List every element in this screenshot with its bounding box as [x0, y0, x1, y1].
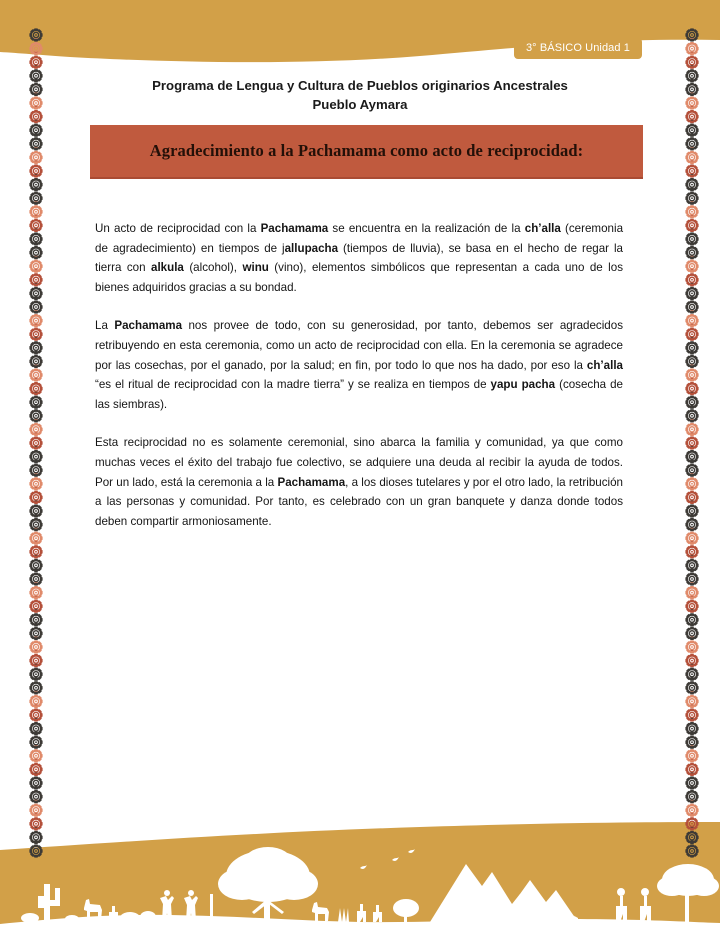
title-banner: [90, 125, 643, 179]
page-title: Agradecimiento a la Pachamama como acto de reciprocidad:: [149, 141, 584, 160]
medallion-icon: [685, 164, 698, 177]
medallion-icon: [29, 831, 42, 844]
medallion-icon: [29, 763, 42, 776]
medallion-icon: [685, 314, 698, 327]
medallion-icon: [685, 736, 698, 749]
medallion-icon: [685, 110, 698, 123]
medallion-icon: [29, 341, 42, 354]
medallion-icon: [685, 96, 698, 109]
medallion-icon: [685, 722, 698, 735]
medallion-icon: [685, 668, 698, 681]
medallion-icon: [29, 600, 42, 613]
medallion-icon: [685, 776, 698, 789]
medallion-icon: [29, 382, 42, 395]
medallion-icon: [685, 273, 698, 286]
medallion-icon: [685, 300, 698, 313]
medallion-icon: [29, 69, 42, 82]
medallion-icon: [685, 382, 698, 395]
medallion-icon: [29, 300, 42, 313]
medallion-icon: [685, 368, 698, 381]
medallion-icon: [29, 178, 42, 191]
medallion-icon: [29, 736, 42, 749]
medallion-icon: [29, 151, 42, 164]
medallion-icon: [29, 368, 42, 381]
medallion-icon: [29, 627, 42, 640]
medallion-icon: [685, 355, 698, 368]
medallion-icon: [685, 627, 698, 640]
medallion-icon: [685, 844, 698, 857]
program-subtitle: [60, 76, 660, 114]
andean-landscape-silhouette: [0, 822, 720, 932]
medallion-icon: [29, 681, 42, 694]
aymara-medallion-border-right: [679, 28, 705, 858]
medallion-icon: [685, 695, 698, 708]
medallion-icon: [685, 681, 698, 694]
medallion-icon: [29, 164, 42, 177]
medallion-icon: [685, 28, 698, 41]
medallion-icon: [685, 708, 698, 721]
medallion-icon: [29, 409, 42, 422]
medallion-icon: [685, 600, 698, 613]
medallion-icon: [685, 804, 698, 817]
medallion-icon: [29, 695, 42, 708]
medallion-icon: [29, 464, 42, 477]
emphasis-term: alkula: [151, 261, 184, 275]
medallion-icon: [29, 42, 42, 55]
paragraph-3: Esta reciprocidad no es solamente ceremonial, sino abarca la familia y comunidad, ya que como muchas veces el éxito del trabajo fue colectivo, se adquiere una deuda al recibir la ayuda de todos. Por un lado, está la ceremonia a la Pachamama, a los dioses tutelares y por el otro lado, la retribución a las personas y comunidad. Por tanto, es celebrado con un gran banquete y danza donde todos deben compartir armoniosamente.: [95, 436, 623, 528]
medallion-icon: [29, 328, 42, 341]
medallion-icon: [685, 205, 698, 218]
medallion-icon: [29, 654, 42, 667]
medallion-icon: [685, 477, 698, 490]
emphasis-term: ch’alla: [524, 222, 561, 235]
medallion-icon: [29, 559, 42, 572]
medallion-icon: [685, 491, 698, 504]
medallion-icon: [29, 668, 42, 681]
medallion-icon: [685, 287, 698, 300]
medallion-icon: [29, 423, 42, 436]
program-subtitle-line2: Pueblo Aymara: [312, 97, 408, 112]
emphasis-term: winu: [242, 261, 269, 275]
medallion-icon: [29, 83, 42, 96]
medallion-icon: [685, 219, 698, 232]
medallion-icon: [29, 844, 42, 857]
medallion-icon: [685, 341, 698, 354]
medallion-icon: [29, 232, 42, 245]
medallion-icon: [685, 790, 698, 803]
medallion-icon: [685, 450, 698, 463]
medallion-icon: [29, 708, 42, 721]
medallion-icon: [685, 178, 698, 191]
medallion-icon: [29, 613, 42, 626]
medallion-icon: [685, 613, 698, 626]
medallion-icon: [685, 328, 698, 341]
medallion-icon: [29, 749, 42, 762]
medallion-icon: [685, 246, 698, 259]
medallion-icon: [685, 260, 698, 273]
paragraph-1: Un acto de reciprocidad con la Pachamama se encuentra en la realización de la ch’alla (ceremonia de agradecimiento) en tiempos de jallupacha (tiempos de lluvia), se basa en el hecho de regar la tierra con alkula (alcohol), winu (vino), elementos simbólicos que representan a cada uno de los bienes adquiridos gracias a su bondad.: [95, 222, 624, 294]
medallion-icon: [29, 192, 42, 205]
medallion-icon: [685, 640, 698, 653]
emphasis-term: yapu pacha: [490, 378, 556, 392]
unit-badge: 3° BÁSICO Unidad 1: [514, 38, 642, 59]
medallion-icon: [29, 314, 42, 327]
medallion-icon: [685, 532, 698, 545]
medallion-icon: [685, 137, 698, 150]
medallion-icon: [685, 749, 698, 762]
medallion-icon: [29, 586, 42, 599]
program-subtitle-line1: Programa de Lengua y Cultura de Pueblos originarios Ancestrales: [152, 78, 568, 93]
medallion-icon: [29, 545, 42, 558]
medallion-icon: [29, 205, 42, 218]
medallion-icon: [29, 137, 42, 150]
medallion-icon: [685, 423, 698, 436]
medallion-icon: [29, 28, 42, 41]
body-text: [95, 219, 623, 531]
medallion-icon: [29, 491, 42, 504]
medallion-icon: [685, 586, 698, 599]
medallion-icon: [29, 804, 42, 817]
medallion-icon: [29, 273, 42, 286]
medallion-icon: [29, 287, 42, 300]
medallion-icon: [685, 559, 698, 572]
medallion-icon: [29, 260, 42, 273]
medallion-icon: [29, 640, 42, 653]
medallion-icon: [29, 722, 42, 735]
medallion-icon: [29, 56, 42, 69]
medallion-icon: [29, 219, 42, 232]
emphasis-term: Pachamama: [114, 319, 183, 333]
medallion-icon: [685, 545, 698, 558]
medallion-icon: [29, 504, 42, 517]
emphasis-term: Pachamama: [277, 475, 346, 489]
medallion-icon: [685, 504, 698, 517]
medallion-icon: [685, 42, 698, 55]
medallion-icon: [29, 124, 42, 137]
medallion-icon: [29, 790, 42, 803]
medallion-icon: [685, 763, 698, 776]
emphasis-term: allupacha: [284, 241, 339, 255]
medallion-icon: [29, 518, 42, 531]
medallion-icon: [685, 124, 698, 137]
medallion-icon: [685, 831, 698, 844]
medallion-icon: [685, 817, 698, 830]
medallion-icon: [29, 477, 42, 490]
medallion-icon: [685, 409, 698, 422]
medallion-icon: [685, 654, 698, 667]
emphasis-term: Pachamama: [260, 222, 329, 235]
medallion-icon: [685, 464, 698, 477]
medallion-icon: [685, 69, 698, 82]
medallion-icon: [29, 817, 42, 830]
medallion-icon: [29, 110, 42, 123]
medallion-icon: [29, 246, 42, 259]
medallion-icon: [685, 83, 698, 96]
medallion-icon: [685, 396, 698, 409]
emphasis-term: ch’alla: [586, 358, 623, 372]
medallion-icon: [685, 192, 698, 205]
medallion-icon: [685, 436, 698, 449]
medallion-icon: [685, 518, 698, 531]
medallion-icon: [29, 355, 42, 368]
medallion-icon: [29, 572, 42, 585]
medallion-icon: [29, 776, 42, 789]
medallion-icon: [29, 436, 42, 449]
medallion-icon: [29, 396, 42, 409]
medallion-icon: [29, 450, 42, 463]
paragraph-2: La Pachamama nos provee de todo, con su generosidad, por tanto, debemos ser agradecidos retribuyendo en esta ceremonia, como un acto de reciprocidad con ella. En la ceremonia se agradece por las cosechas, por el ganado, por la salud; en fin, por todo lo que nos ha dado, por eso la ch’alla “es el ritual de reciprocidad con la madre tierra” y se realiza en tiempos de yapu pacha (cosecha de las siembras).: [95, 319, 624, 411]
medallion-icon: [685, 56, 698, 69]
medallion-icon: [29, 532, 42, 545]
medallion-icon: [685, 151, 698, 164]
aymara-medallion-border-left: [23, 28, 49, 858]
medallion-icon: [685, 572, 698, 585]
medallion-icon: [29, 96, 42, 109]
medallion-icon: [685, 232, 698, 245]
